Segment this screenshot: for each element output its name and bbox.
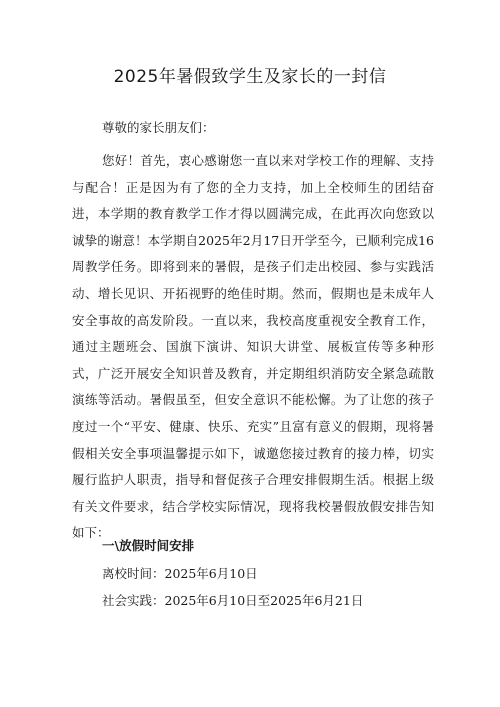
leave-school-date: 离校时间：2025年6月10日 (102, 566, 258, 581)
social-practice-dates: 社会实践：2025年6月10日至2025年6月21日 (102, 593, 364, 608)
body-paragraph: 您好！首先，衷心感谢您一直以来对学校工作的理解、支持与配合！正是因为有了您的全力支持，加上全校师生的团结奋进，本学期的教育教学工作才得以圆满完成，在此再次向您致以诚挚的谢意！本学期自2025年2月17日开学至今，已顺利完成16周教学任务。即将到来的暑假，是孩子们走出校园、参与实践活动、增长见识、开拓视野的绝佳时期。然而，假期也是未成年人安全事故的高发阶段。一直以来，我校高度重视安全教育工作，通过主题班会、国旗下演讲、知识大讲堂、展板宣传等多种形式，广泛开展安全知识普及教育，并定期组织消防安全紧急疏散演练等活动。暑假虽至，但安全意识不能松懈。为了让您的孩子度过一个“平安、健康、快乐、充实”且富有意义的假期，现将暑假相关安全事项温馨提示如下，诚邀您接过教育的接力棒，切实履行监护人职责，指导和督促孩子合理安排假期生活。根据上级有关文件要求，结合学校实际情况，现将我校暑假放假安排告知如下： (72, 153, 434, 541)
salutation: 尊敬的家长朋友们： (102, 120, 215, 135)
section-heading-schedule: 一\放假时间安排 (102, 538, 195, 553)
letter-title: 2025年暑假致学生及家长的一封信 (113, 67, 387, 87)
